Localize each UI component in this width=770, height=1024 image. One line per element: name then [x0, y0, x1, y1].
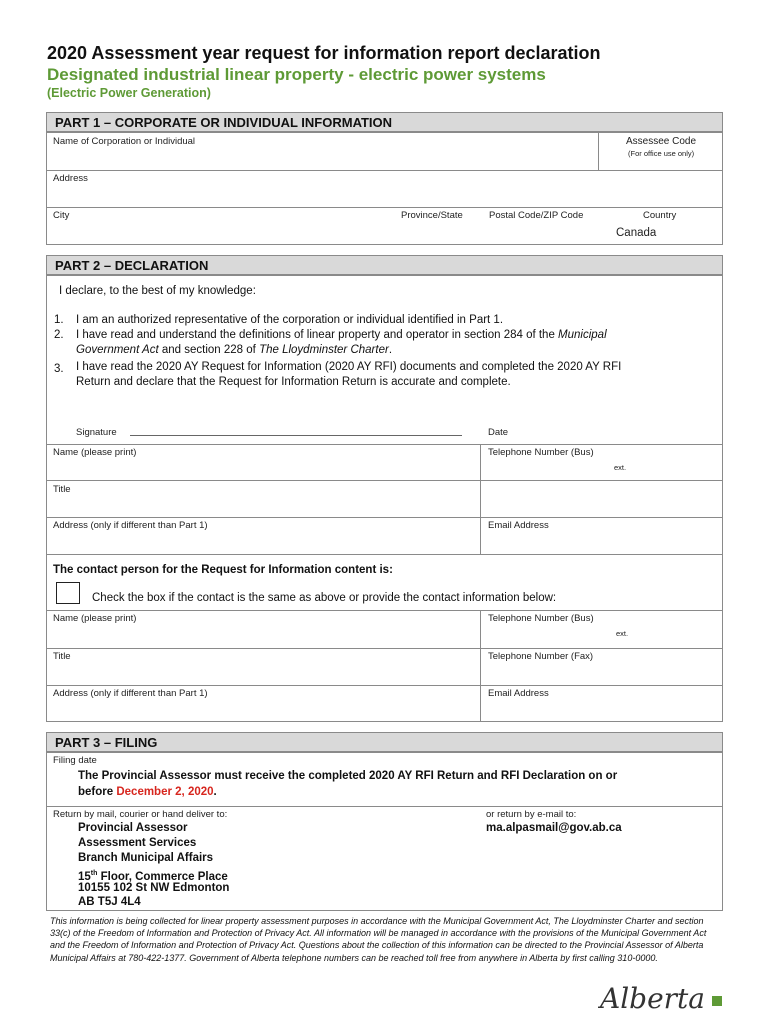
contact-address-label: Address (only if different than Part 1)	[53, 688, 208, 699]
addr-line-6: AB T5J 4L4	[78, 896, 141, 908]
email-label: Email Address	[488, 520, 549, 531]
addr-line-1: Provincial Assessor	[78, 822, 188, 834]
part3-heading: PART 3 – FILING	[46, 732, 723, 752]
item1-number: 1.	[54, 314, 64, 326]
address-label: Address	[53, 173, 88, 184]
assessee-code-label: Assessee Code	[626, 136, 697, 147]
ext-label: ext.	[614, 463, 627, 472]
tel-bus-label: Telephone Number (Bus)	[488, 447, 594, 458]
date-label: Date	[488, 427, 509, 438]
svg-text:Alberta: Alberta	[600, 982, 705, 1015]
filing-notice-a: The Provincial Assessor must receive the completed 2020 AY RFI Return and RFI Declaration on or	[78, 770, 618, 782]
signature-line[interactable]	[130, 435, 462, 436]
item3-number: 3.	[54, 363, 64, 375]
part2-heading: PART 2 – DECLARATION	[46, 255, 723, 275]
address-field[interactable]	[46, 170, 723, 208]
contact-tel-bus-label: Telephone Number (Bus)	[488, 613, 594, 624]
contact-fax-label: Telephone Number (Fax)	[488, 651, 594, 662]
filing-date-label: Filing date	[53, 755, 97, 766]
address-diff-label: Address (only if different than Part 1)	[53, 520, 208, 531]
privacy-notice: This information is being collected for linear property assessment purposes in accordance with the Municipal Government Act, The Lloydminster Charter and section 33(c) of the Freedom of Information and Protection of Privacy Act. All information will be managed in accordance with the provisions of the Municipal Government Act and the Freedom of Information and Protection of Privacy Act. Questions about the collection of this information can be directed to the Provincial Assessor of Alberta Municipal Affairs at 780-422-1377. Government of Alberta telephone numbers can be reached toll free from anywhere in Alberta by first calling 310-0000.	[50, 916, 707, 963]
part1-heading: PART 1 – CORPORATE OR INDIVIDUAL INFORMATION	[46, 112, 723, 132]
alberta-logo	[598, 978, 710, 1018]
return-email[interactable]: ma.alpasmail@gov.ab.ca	[486, 822, 622, 834]
alberta-logo-mark	[598, 978, 710, 1018]
title-label: Title	[53, 484, 71, 495]
contact-title-label: Title	[53, 651, 71, 662]
country-label: Country	[643, 210, 677, 221]
city-label: City	[53, 210, 70, 221]
office-use-note: (For office use only)	[628, 149, 695, 158]
declaration-intro: I declare, to the best of my knowledge:	[59, 285, 256, 297]
item2-text: I have read and understand the definitions of linear property and operator in section 284 of the Municipal Government Act and section 228 of The Lloydminster Charter.	[76, 329, 607, 356]
logo-accent-square	[712, 996, 722, 1006]
signature-label: Signature	[76, 427, 117, 438]
corp-name-label: Name of Corporation or Individual	[53, 136, 196, 147]
item3-text-a: I have read the 2020 AY Request for Information (2020 AY RFI) documents and completed the 2020 AY RFI	[76, 361, 622, 373]
addr-line-5: 10155 102 St NW Edmonton	[78, 882, 230, 894]
contact-ext-label: ext.	[616, 629, 629, 638]
addr-line-3: Branch Municipal Affairs	[78, 852, 214, 864]
addr-line-4: 15th Floor, Commerce Place	[78, 870, 228, 883]
postal-label: Postal Code/ZIP Code	[489, 210, 584, 221]
mail-label: Return by mail, courier or hand deliver to:	[53, 809, 228, 820]
contact-name-label: Name (please print)	[53, 613, 137, 624]
city-row[interactable]	[46, 207, 723, 245]
form-title: 2020 Assessment year request for information report declaration	[47, 43, 601, 63]
title-field[interactable]	[46, 480, 481, 518]
contact-email-label: Email Address	[488, 688, 549, 699]
filing-notice-b: before December 2, 2020.	[78, 786, 217, 798]
deadline-date: December 2, 2020	[116, 786, 214, 798]
item1-text: I am an authorized representative of the corporation or individual identified in Part 1.	[76, 314, 504, 326]
email-return-label: or return by e-mail to:	[486, 809, 577, 820]
country-value[interactable]: Canada	[616, 227, 657, 239]
name-print-label: Name (please print)	[53, 447, 137, 458]
item2-number: 2.	[54, 329, 64, 341]
checkbox-text: Check the box if the contact is the same as above or provide the contact information below:	[92, 592, 557, 604]
form-category: (Electric Power Generation)	[47, 86, 211, 100]
same-contact-checkbox[interactable]	[56, 582, 80, 604]
contact-heading: The contact person for the Request for Information content is:	[53, 564, 393, 576]
form-subtitle: Designated industrial linear property - electric power systems	[47, 65, 546, 84]
item3-text-b: Return and declare that the Request for Information Return is accurate and complete.	[76, 376, 511, 388]
empty-cell	[480, 480, 723, 518]
addr-line-2: Assessment Services	[78, 837, 197, 849]
contact-title-field[interactable]	[46, 648, 481, 686]
province-label: Province/State	[401, 210, 463, 221]
